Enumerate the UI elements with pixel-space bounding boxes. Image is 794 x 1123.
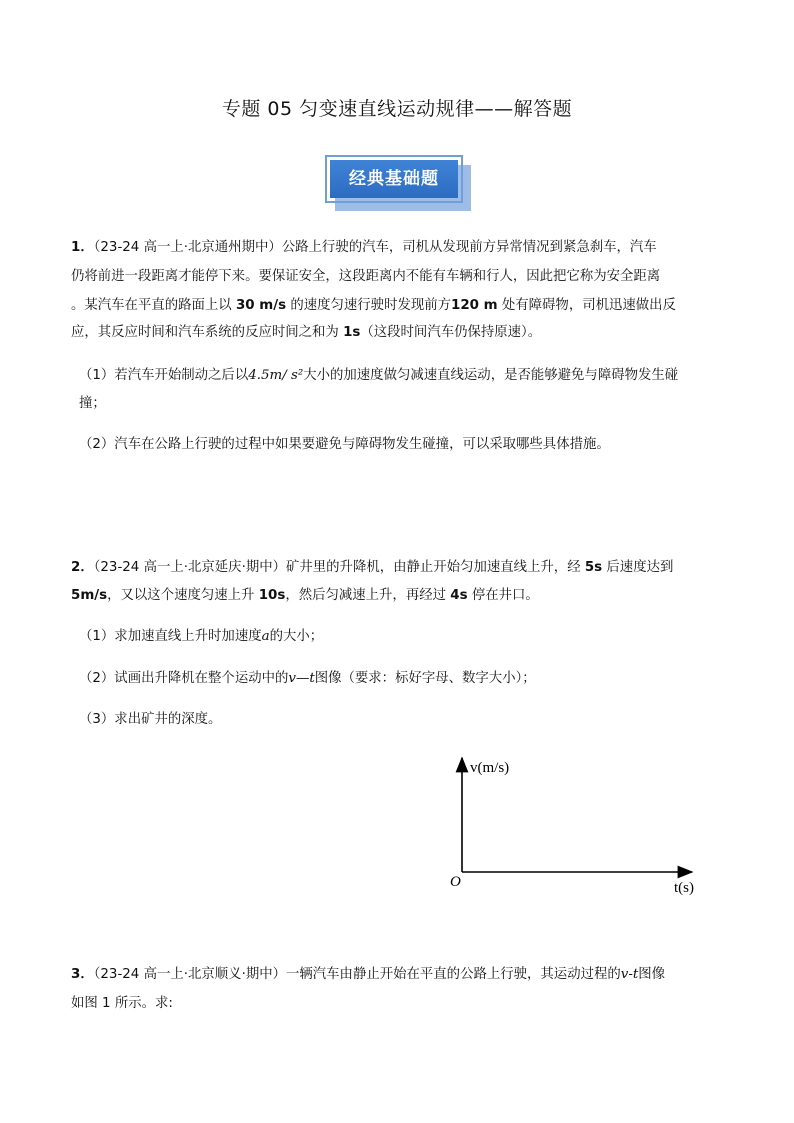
vt-graph-x-label: t(s)	[674, 880, 694, 896]
q2-velocity: 5m/s	[71, 588, 108, 603]
q1-text: 应，其反应时间和汽车系统的反应时间之和为	[71, 325, 344, 340]
q3-number: 3．	[71, 967, 94, 982]
q3-text: 图像	[638, 967, 666, 982]
q1-part1	[79, 361, 725, 391]
q2-number: 2．	[71, 560, 94, 575]
q2-part1	[79, 622, 725, 652]
q1-speed: 30 m/s	[235, 298, 287, 313]
q2-line2	[71, 581, 726, 611]
q2-time3: 4s	[450, 588, 468, 603]
q2-text: 矿井里的升降机，由静止开始匀加速直线上升，经	[286, 560, 585, 575]
q1-line3	[71, 291, 726, 321]
q2-var-a: a	[261, 629, 270, 644]
q3-line2: 如图 1 所示。求:	[71, 996, 173, 1011]
q1-part2: （2）汽车在公路上行驶的过程中如果要避免与障碍物发生碰撞，可以采取哪些具体措施。	[79, 437, 610, 452]
q1-text: 公路上行驶的汽车，司机从发现前方异常情况到紧急刹车，汽车	[281, 240, 657, 255]
q1-text: 处有障碍物，司机迅速做出反	[497, 298, 676, 313]
q2-part2-text: （2）试画出升降机在整个运动中的	[79, 671, 289, 686]
vt-graph	[440, 750, 710, 900]
q1-distance: 120 m	[451, 298, 498, 313]
q1-number: 1．	[71, 240, 94, 255]
q2-line1	[71, 553, 726, 583]
q2-var-vt: v—t	[288, 671, 315, 686]
q1-text: 。某汽车在平直的路面上以	[71, 298, 236, 313]
q1-line2: 仍将前进一段距离才能停下来。要保证安全，这段距离内不能有车辆和行人，因此把它称为安全距离	[71, 269, 661, 284]
q1-part1-cont: 撞；	[79, 396, 106, 411]
q1-text: 的速度匀速行驶时发现前方	[286, 298, 452, 313]
vt-graph-y-label: v(m/s)	[470, 760, 510, 776]
q1-source: （23-24 高一上·北京通州期中）	[93, 240, 282, 255]
q2-text: ，然后匀减速上升，再经过	[285, 588, 451, 603]
q2-source: （23-24 高一上·北京延庆·期中）	[93, 560, 286, 575]
q1-acceleration: 4.5m/ s²	[248, 368, 304, 383]
q2-part1-text: 的大小；	[269, 629, 324, 644]
q2-part1-text: （1）求加速直线上升时加速度	[79, 629, 262, 644]
q2-part3: （3）求出矿井的深度。	[79, 712, 222, 727]
q1-text: （这段时间汽车仍保持原速）。	[360, 325, 542, 340]
q2-time1: 5s	[584, 560, 603, 575]
q2-part2	[79, 664, 725, 694]
q2-text: 后速度达到	[602, 560, 674, 575]
q3-line1	[71, 960, 726, 990]
q2-part2-text: 图像（要求：标好字母、数字大小）；	[314, 671, 536, 686]
section-badge	[325, 155, 471, 211]
q3-text: 一辆汽车由静止开始在平直的公路上行驶，其运动过程的	[286, 967, 621, 982]
q1-part1-text: 大小的加速度做匀减速直线运动，是否能够避免与障碍物发生碰	[303, 368, 679, 383]
q2-time2: 10s	[258, 588, 286, 603]
q3-var-vt: v-t	[620, 967, 639, 982]
q2-text: 停在井口。	[467, 588, 539, 603]
vt-graph-origin: O	[450, 874, 461, 890]
q2-text: ，又以这个速度匀速上升	[107, 588, 259, 603]
q1-line4	[71, 318, 726, 348]
q1-part1-text: （1）若汽车开始制动之后以	[79, 368, 249, 383]
page-title: 专题 05 匀变速直线运动规律——解答题	[221, 98, 573, 120]
q3-source: （23-24 高一上·北京顺义·期中）	[93, 967, 286, 982]
badge-label: 经典基础题	[330, 160, 458, 198]
q1-line1	[71, 233, 726, 263]
q1-time: 1s	[343, 325, 361, 340]
